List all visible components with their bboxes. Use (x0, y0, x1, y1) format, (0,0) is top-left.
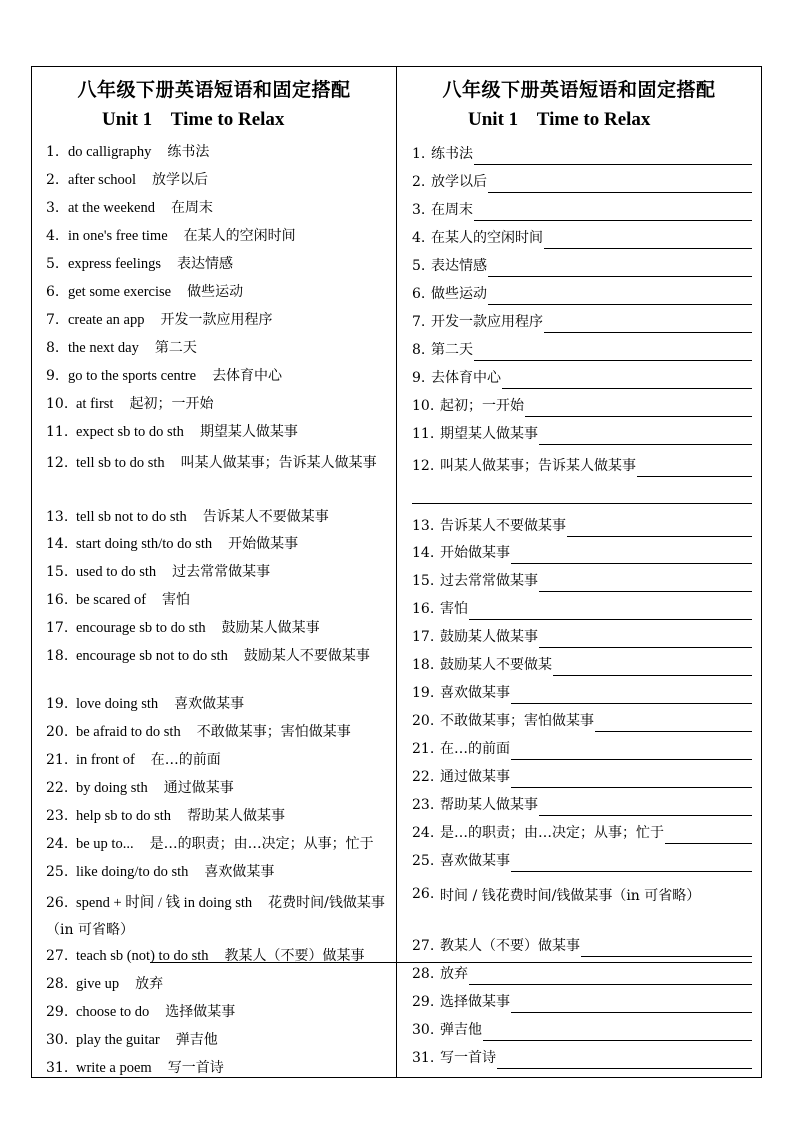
blank-item (412, 682, 752, 704)
chinese-meaning: 做些运动 (187, 284, 244, 300)
blank-item (412, 143, 752, 165)
item-number: 5. (412, 258, 426, 274)
english-phrase: teach sb (not) to do sth (76, 948, 209, 964)
item-number: 3. (46, 200, 60, 216)
item-number: 31. (412, 1050, 435, 1066)
phrase-item (46, 803, 285, 830)
phrase-item (46, 890, 390, 944)
chinese-prompt: 鼓励某人做某事 (440, 629, 538, 645)
item-number: 6. (412, 286, 426, 302)
chinese-prompt: 弹吉他 (440, 1022, 482, 1038)
answer-blank[interactable] (474, 150, 752, 165)
chinese-meaning: 害怕 (162, 592, 191, 608)
answer-blank[interactable] (497, 1054, 752, 1069)
item-number: 25. (46, 864, 69, 880)
english-phrase: write a poem (76, 1060, 152, 1076)
answer-blank[interactable] (567, 522, 752, 537)
answer-blank[interactable] (511, 773, 752, 788)
chinese-prompt: 在某人的空闲时间 (431, 230, 543, 246)
english-phrase: like doing/to do sth (76, 864, 189, 880)
answer-blank[interactable] (511, 857, 752, 872)
english-phrase: expect sb to do sth (76, 424, 184, 440)
item-number: 8. (412, 342, 426, 358)
chinese-prompt: 放学以后 (431, 174, 487, 190)
phrase-item (46, 279, 243, 306)
blank-item (412, 423, 752, 445)
blank-item (412, 227, 752, 249)
english-phrase: the next day (68, 340, 139, 356)
blank-item (412, 935, 752, 957)
item-number: 9. (46, 368, 60, 384)
phrase-item (46, 643, 390, 670)
answer-blank[interactable] (539, 577, 752, 592)
chinese-meaning: 不敢做某事；害怕做某事 (196, 724, 351, 740)
blank-item (412, 991, 752, 1013)
chinese-prompt: 教某人（不要）做某事 (440, 938, 580, 954)
chinese-meaning: 喜欢做某事 (174, 696, 245, 712)
item-number: 6. (46, 284, 60, 300)
item-number: 15. (412, 573, 435, 589)
phrase-item (46, 363, 282, 390)
chinese-prompt: 过去常常做某事 (440, 573, 538, 589)
phrase-item (46, 559, 270, 586)
chinese-prompt: 喜欢做某事 (440, 853, 510, 869)
phrase-item (46, 691, 244, 718)
english-phrase: spend + 时间 / 钱 in doing sth (76, 895, 253, 911)
answer-blank[interactable] (539, 430, 752, 445)
english-phrase: used to do sth (76, 564, 157, 580)
item-number: 30. (46, 1032, 69, 1048)
chinese-prompt: 帮助某人做某事 (440, 797, 538, 813)
english-phrase: after school (68, 172, 137, 188)
phrase-item (46, 587, 190, 614)
phrase-item (46, 531, 298, 558)
blank-item (412, 794, 752, 816)
item-number: 13. (46, 509, 69, 525)
chinese-meaning: 告诉某人不要做某事 (202, 509, 329, 525)
english-phrase: start doing sth/to do sth (76, 536, 213, 552)
answer-blank[interactable] (474, 346, 752, 361)
blank-item (412, 311, 752, 333)
chinese-meaning: 过去常常做某事 (172, 564, 271, 580)
item-number: 9. (412, 370, 426, 386)
chinese-meaning: 鼓励某人不要做某事 (243, 648, 370, 664)
answer-blank[interactable] (595, 717, 752, 732)
item-number: 28. (412, 966, 435, 982)
answer-blank[interactable] (511, 549, 752, 564)
item-number: 22. (412, 769, 435, 785)
chinese-meaning: 去体育中心 (212, 368, 283, 384)
item-number: 28. (46, 976, 69, 992)
blank-item (412, 515, 752, 537)
blank-item (412, 171, 752, 193)
english-phrase: play the guitar (76, 1032, 160, 1048)
english-phrase: go to the sports centre (68, 368, 197, 384)
chinese-meaning: 鼓励某人做某事 (221, 620, 320, 636)
item-number: 10. (412, 398, 435, 414)
answer-blank[interactable] (525, 402, 752, 417)
left-unit-heading: Unit 1 Time to Relax (102, 109, 285, 130)
item-number: 2. (46, 172, 60, 188)
exercise-column (398, 67, 760, 1077)
chinese-meaning: 练书法 (167, 144, 210, 160)
phrase-item (46, 504, 329, 531)
item-number: 4. (46, 228, 60, 244)
item-number: 27. (46, 948, 69, 964)
item-number: 22. (46, 780, 69, 796)
item-number: 23. (412, 797, 435, 813)
english-phrase: encourage sb not to do sth (76, 648, 228, 664)
chinese-meaning: 通过做某事 (163, 780, 234, 796)
item-number: 21. (46, 752, 69, 768)
phrase-item (46, 195, 213, 222)
phrase-item (46, 719, 351, 746)
phrase-item (46, 999, 235, 1026)
english-phrase: help sb to do sth (76, 808, 172, 824)
answer-blank[interactable] (469, 605, 752, 620)
item-number: 26. (412, 886, 435, 902)
item-number: 15. (46, 564, 69, 580)
chinese-prompt: 起初；一开始 (440, 398, 524, 414)
blank-item (412, 455, 752, 477)
item-number: 23. (46, 808, 69, 824)
item-number: 17. (46, 620, 69, 636)
chinese-prompt: 第二天 (431, 342, 473, 358)
item-number: 24. (412, 825, 435, 841)
phrase-item (46, 1027, 218, 1054)
item-number: 14. (412, 545, 435, 561)
chinese-prompt: 选择做某事 (440, 994, 510, 1010)
item-number: 16. (46, 592, 69, 608)
chinese-prompt: 写一首诗 (440, 1050, 496, 1066)
answer-blank[interactable] (665, 829, 752, 844)
blank-item (412, 255, 752, 277)
item-number: 11. (46, 424, 69, 440)
blank-item (412, 283, 752, 305)
blank-item (412, 395, 752, 417)
phrase-item (46, 139, 209, 166)
item-number: 25. (412, 853, 435, 869)
chinese-meaning: 期望某人做某事 (199, 424, 298, 440)
english-phrase: tell sb to do sth (76, 455, 165, 471)
answer-blank[interactable] (469, 970, 752, 985)
blank-item (412, 570, 752, 592)
item-number: 17. (412, 629, 435, 645)
answer-blank[interactable] (553, 661, 752, 676)
item-number: 20. (46, 724, 69, 740)
english-phrase: in front of (76, 752, 135, 768)
chinese-meaning: 教某人（不要）做某事 (224, 948, 365, 964)
item-number: 2. (412, 174, 426, 190)
english-phrase: get some exercise (68, 284, 172, 300)
chinese-prompt: 通过做某事 (440, 769, 510, 785)
chinese-meaning: 在周末 (170, 200, 213, 216)
item-number: 29. (46, 1004, 69, 1020)
item-number: 26. (46, 895, 69, 911)
chinese-prompt: 做些运动 (431, 286, 487, 302)
english-phrase: give up (76, 976, 120, 992)
blank-item (412, 710, 752, 732)
chinese-prompt: 表达情感 (431, 258, 487, 274)
item-number: 30. (412, 1022, 435, 1038)
chinese-meaning: 表达情感 (177, 256, 234, 272)
right-unit-heading: Unit 1 Time to Relax (468, 109, 651, 130)
chinese-prompt: 时间 / 钱花费时间/钱做某事（in 可省略） (440, 888, 701, 904)
phrase-item (46, 223, 296, 250)
chinese-meaning: 喜欢做某事 (204, 864, 275, 880)
chinese-meaning: 放学以后 (152, 172, 209, 188)
chinese-meaning: 写一首诗 (167, 1060, 224, 1076)
chinese-meaning: 起初；一开始 (129, 396, 214, 412)
english-phrase: create an app (68, 312, 145, 328)
chinese-meaning: 开发一款应用程序 (160, 312, 273, 328)
english-phrase: be up to... (76, 836, 134, 852)
chinese-meaning: 开始做某事 (228, 536, 299, 552)
chinese-prompt: 叫某人做某事；告诉某人做某事 (440, 458, 636, 474)
blank-item (412, 1019, 752, 1041)
phrase-item (46, 251, 233, 278)
chinese-prompt: 告诉某人不要做某事 (440, 518, 566, 534)
chinese-meaning: 叫某人做某事；告诉某人做某事 (180, 455, 377, 471)
item-number: 24. (46, 836, 69, 852)
item-number: 5. (46, 256, 60, 272)
item-number: 29. (412, 994, 435, 1010)
answer-blank[interactable] (539, 633, 752, 648)
blank-item (412, 1047, 752, 1069)
phrase-item (46, 335, 197, 362)
item-number: 12. (412, 458, 435, 474)
item-number: 27. (412, 938, 435, 954)
chinese-prompt: 不敢做某事；害怕做某事 (440, 713, 594, 729)
english-phrase: be afraid to do sth (76, 724, 181, 740)
chinese-prompt: 喜欢做某事 (440, 685, 510, 701)
blank-item (412, 766, 752, 788)
chinese-prompt: 鼓励某人不要做某 (440, 657, 552, 673)
chinese-meaning: 弹吉他 (175, 1032, 218, 1048)
item-number: 8. (46, 340, 60, 356)
answer-blank[interactable] (483, 1026, 752, 1041)
english-phrase: tell sb not to do sth (76, 509, 187, 525)
answer-blank[interactable] (539, 801, 752, 816)
item-number: 16. (412, 601, 435, 617)
phrase-item (46, 615, 320, 642)
answer-blank[interactable] (511, 745, 752, 760)
chinese-prompt: 在周末 (431, 202, 473, 218)
answer-blank[interactable] (488, 290, 752, 305)
item-number: 12. (46, 455, 69, 471)
item-number: 1. (46, 144, 60, 160)
phrase-item (46, 831, 374, 858)
item-number: 19. (412, 685, 435, 701)
phrase-item (46, 859, 274, 886)
blank-item (412, 963, 752, 985)
phrase-item (46, 450, 390, 477)
chinese-meaning: 在…的前面 (150, 752, 221, 768)
chinese-meaning: 帮助某人做某事 (187, 808, 286, 824)
english-phrase: express feelings (68, 256, 162, 272)
english-phrase: choose to do (76, 1004, 150, 1020)
chinese-meaning: 花费时间/钱做某事（in 可省略） (46, 895, 385, 938)
answer-blank[interactable] (502, 374, 752, 389)
answer-column (32, 67, 396, 1077)
english-phrase: by doing sth (76, 780, 148, 796)
chinese-prompt: 开发一款应用程序 (431, 314, 543, 330)
phrase-item (46, 747, 221, 774)
phrase-item (46, 419, 298, 446)
answer-blank[interactable] (581, 942, 752, 957)
answer-blank[interactable] (511, 998, 752, 1013)
right-title: 八年级下册英语短语和固定搭配 (442, 79, 716, 101)
english-phrase: encourage sb to do sth (76, 620, 206, 636)
item-number: 13. (412, 518, 435, 534)
phrase-item (46, 167, 208, 194)
item-number: 18. (412, 657, 435, 673)
item-number: 18. (46, 648, 69, 664)
item-number: 7. (412, 314, 426, 330)
chinese-prompt: 期望某人做某事 (440, 426, 538, 442)
item-number: 7. (46, 312, 60, 328)
answer-blank[interactable] (511, 689, 752, 704)
chinese-prompt: 害怕 (440, 601, 468, 617)
item-number: 20. (412, 713, 435, 729)
blank-item (412, 822, 752, 844)
item-number: 11. (412, 426, 435, 442)
blank-item (412, 626, 752, 648)
chinese-meaning: 在某人的空闲时间 (183, 228, 296, 244)
item-number: 10. (46, 396, 69, 412)
phrase-item (46, 971, 163, 998)
chinese-prompt: 是…的职责；由…决定；从事；忙于 (440, 825, 664, 841)
chinese-meaning: 第二天 (154, 340, 197, 356)
english-phrase: be scared of (76, 592, 147, 608)
answer-blank[interactable] (474, 206, 752, 221)
answer-blank[interactable] (488, 178, 752, 193)
answer-blank-continuation[interactable] (412, 503, 752, 504)
blank-item (412, 850, 752, 872)
chinese-prompt: 在…的前面 (440, 741, 510, 757)
answer-blank[interactable] (637, 462, 752, 477)
phrase-item (46, 307, 272, 334)
phrase-item (46, 1055, 224, 1082)
item-number: 19. (46, 696, 69, 712)
chinese-prompt: 练书法 (431, 146, 473, 162)
column-divider (396, 67, 397, 1077)
blank-item (412, 738, 752, 760)
phrase-item (46, 775, 234, 802)
english-phrase: at first (76, 396, 114, 412)
item-number: 3. (412, 202, 426, 218)
left-title: 八年级下册英语短语和固定搭配 (77, 79, 351, 101)
worksheet-table (31, 66, 762, 1078)
chinese-prompt: 去体育中心 (431, 370, 501, 386)
chinese-prompt: 开始做某事 (440, 545, 510, 561)
answer-blank[interactable] (544, 234, 752, 249)
item-number: 21. (412, 741, 435, 757)
blank-item (412, 367, 752, 389)
english-phrase: at the weekend (68, 200, 155, 216)
answer-blank[interactable] (544, 318, 752, 333)
english-phrase: love doing sth (76, 696, 159, 712)
blank-item (412, 542, 752, 564)
chinese-prompt: 放弃 (440, 966, 468, 982)
english-phrase: in one's free time (68, 228, 168, 244)
phrase-item (46, 391, 213, 418)
item-number: 14. (46, 536, 69, 552)
item-number: 1. (412, 146, 426, 162)
blank-item (412, 598, 752, 620)
answer-blank[interactable] (488, 262, 752, 277)
item-number: 31. (46, 1060, 69, 1076)
item-number: 4. (412, 230, 426, 246)
chinese-meaning: 选择做某事 (165, 1004, 236, 1020)
blank-item (412, 339, 752, 361)
chinese-meaning: 是…的职责；由…决定；从事；忙于 (149, 836, 374, 852)
english-phrase: do calligraphy (68, 144, 152, 160)
blank-item (412, 654, 752, 676)
chinese-meaning: 放弃 (135, 976, 164, 992)
blank-item (412, 199, 752, 221)
